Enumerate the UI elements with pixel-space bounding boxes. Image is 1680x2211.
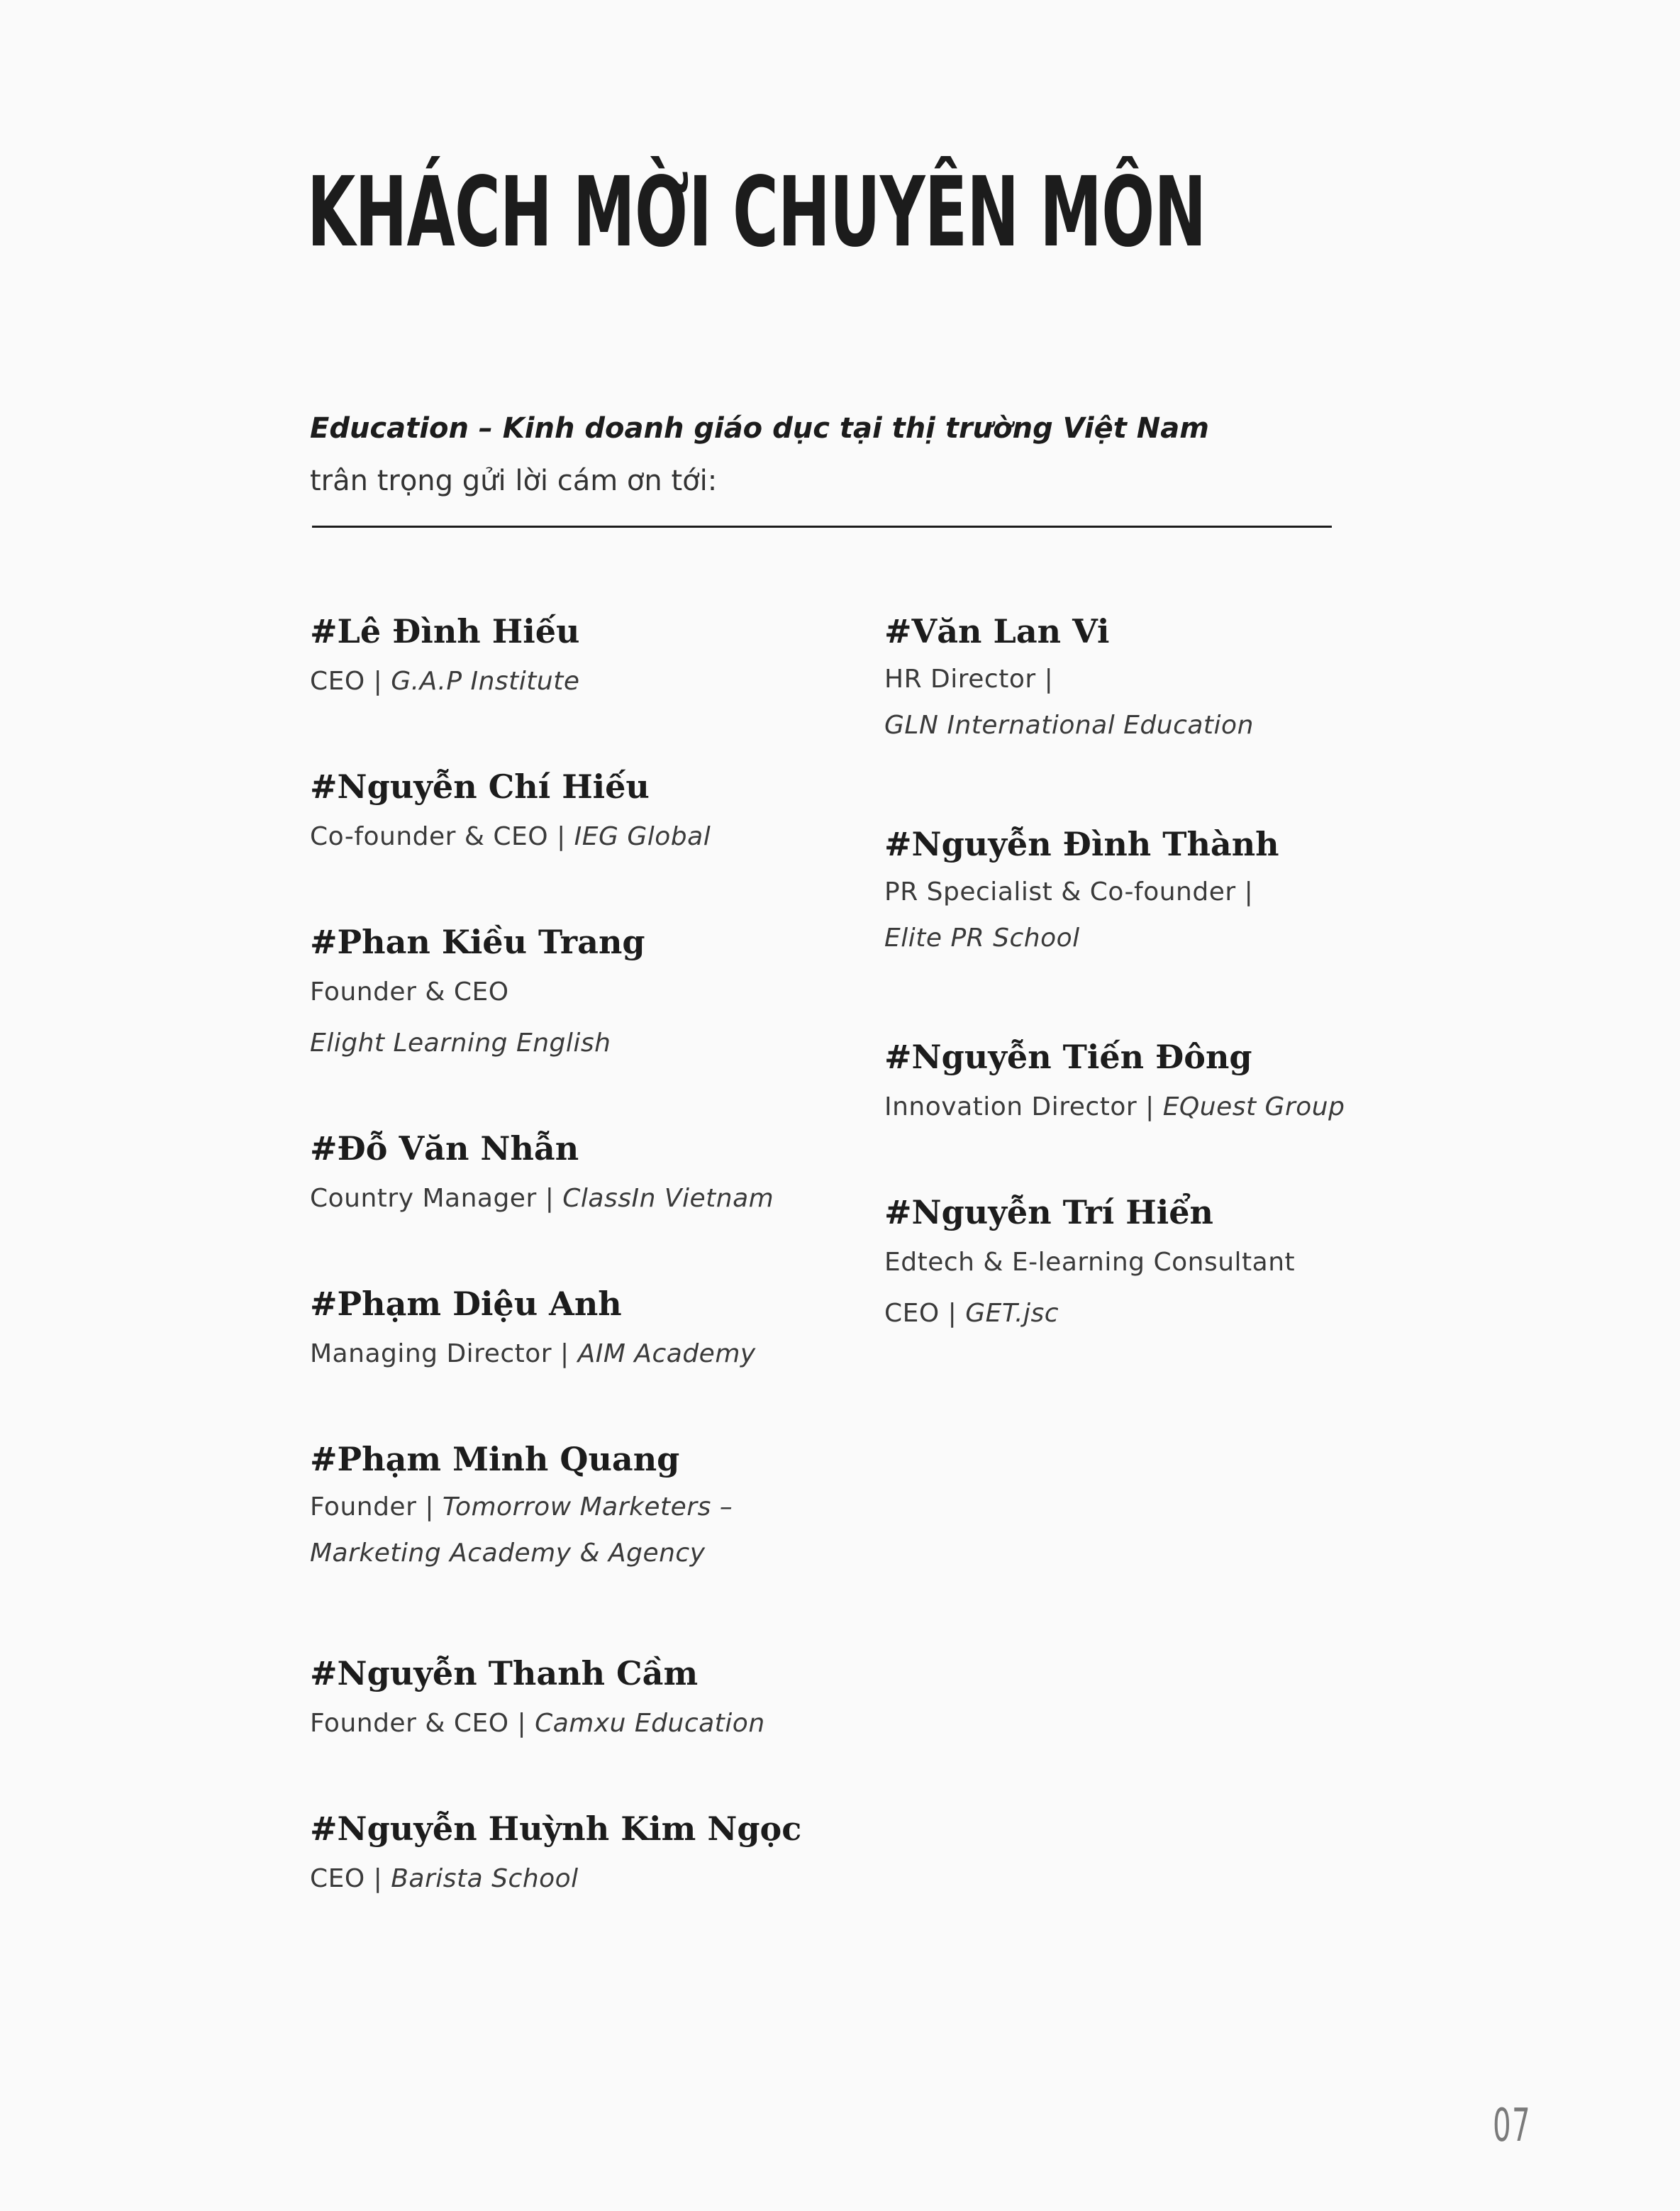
- page-title: KHÁCH MỜI CHUYÊN MÔN: [307, 157, 1206, 269]
- guest-entry: [310, 1804, 801, 1905]
- guest-name: #Nguyễn Trí Hiển: [884, 1193, 1213, 1231]
- guest-org-continued: Marketing Academy & Agency: [310, 1539, 706, 1568]
- guest-entry: [884, 819, 1345, 961]
- guest-role: CEO |: [310, 667, 391, 696]
- guest-title: [310, 656, 801, 707]
- guest-title: [310, 1173, 801, 1224]
- guest-title: [884, 1288, 1345, 1339]
- guest-title: [310, 811, 801, 863]
- guest-org: AIM Academy: [577, 1339, 756, 1368]
- guest-entry: [310, 762, 801, 863]
- guest-org: IEG Global: [574, 822, 711, 851]
- guest-role-primary: Edtech & E-learning Consultant: [884, 1248, 1296, 1277]
- guest-entry: [310, 1648, 801, 1749]
- guest-title: [310, 1698, 801, 1749]
- guest-entry: [884, 1032, 1345, 1133]
- guest-role: Innovation Director |: [884, 1092, 1163, 1121]
- guest-name: #Nguyễn Thanh Cầm: [310, 1654, 699, 1692]
- intro-subtitle: trân trọng gửi lời cám ơn tới:: [310, 465, 718, 497]
- page-number: 07: [1493, 2100, 1532, 2152]
- guest-name: #Nguyễn Đình Thành: [884, 825, 1279, 863]
- guest-org: Barista School: [391, 1864, 579, 1893]
- guest-name: #Nguyễn Tiến Đông: [884, 1038, 1252, 1076]
- guest-role: HR Director |: [884, 665, 1054, 694]
- guest-entry: [884, 606, 1345, 748]
- intro: [310, 402, 1209, 507]
- guest-role: Founder |: [310, 1492, 443, 1522]
- guest-entry: [310, 917, 801, 1069]
- divider: [312, 526, 1332, 528]
- guest-entry: [884, 1187, 1345, 1339]
- guest-role: Country Manager |: [310, 1184, 563, 1213]
- guest-title: [310, 1484, 801, 1530]
- intro-title: Education – Kinh doanh giáo dục tại thị trường Việt Nam: [310, 412, 1209, 445]
- guest-name: #Văn Lan Vi: [884, 612, 1110, 650]
- guest-entry: [310, 1434, 801, 1576]
- guest-org: Elite PR School: [884, 924, 1080, 953]
- guest-entry: [310, 1124, 801, 1224]
- guest-org: Camxu Education: [535, 1709, 765, 1738]
- guest-title: [310, 1853, 801, 1905]
- guest-org: EQuest Group: [1162, 1092, 1345, 1121]
- guest-org: Elight Learning English: [310, 1029, 611, 1058]
- guest-title: [310, 1329, 801, 1380]
- guest-role: Founder & CEO |: [310, 1709, 535, 1738]
- guest-role: Founder & CEO: [310, 977, 509, 1007]
- guest-name: #Phạm Minh Quang: [310, 1440, 680, 1478]
- guest-name: #Lê Đình Hiếu: [310, 612, 580, 650]
- guest-role: Co-founder & CEO |: [310, 822, 574, 851]
- guest-org: GET.jsc: [965, 1299, 1059, 1328]
- guest-list-left: [310, 606, 801, 1959]
- guest-name: #Đỗ Văn Nhẫn: [310, 1129, 579, 1168]
- guest-org: ClassIn Vietnam: [562, 1184, 774, 1213]
- guest-name: #Phạm Diệu Anh: [310, 1285, 622, 1323]
- guest-title: [884, 1082, 1345, 1133]
- guest-list-right: [884, 606, 1345, 1394]
- guest-role: CEO |: [310, 1864, 391, 1893]
- guest-org: GLN International Education: [884, 711, 1254, 740]
- guest-org: Tomorrow Marketers –: [442, 1492, 733, 1522]
- guest-role: CEO |: [884, 1299, 966, 1328]
- guest-entry: [310, 1279, 801, 1380]
- guest-name: #Nguyễn Huỳnh Kim Ngọc: [310, 1810, 802, 1848]
- guest-name: #Nguyễn Chí Hiếu: [310, 768, 650, 806]
- guest-role: PR Specialist & Co-founder |: [884, 877, 1254, 907]
- guest-org: G.A.P Institute: [391, 667, 580, 696]
- guest-name: #Phan Kiều Trang: [310, 923, 645, 961]
- guest-entry: [310, 606, 801, 707]
- guest-role: Managing Director |: [310, 1339, 578, 1368]
